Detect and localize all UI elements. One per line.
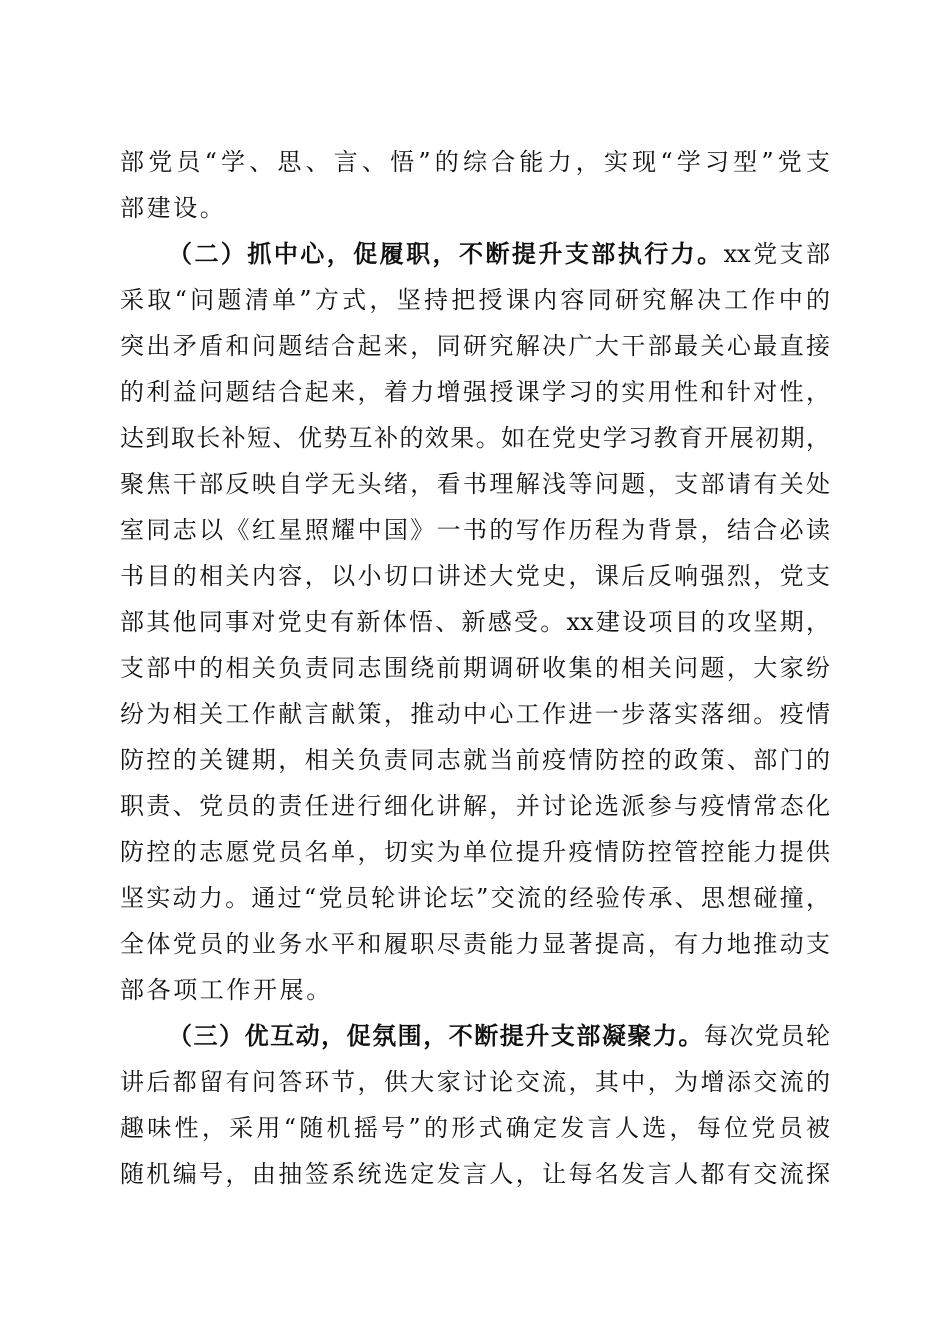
heading-rest-text: xx党支部 <box>723 240 831 268</box>
text-line: 书目的相关内容，以小切口讲述大党史，课后反响强烈，党支 <box>120 562 830 590</box>
section-2-heading-line <box>168 234 830 274</box>
text-line: 室同志以《红星照耀中国》一书的写作历程为背景，结合必读 <box>120 516 830 544</box>
text-line: 部各项工作开展。 <box>120 976 333 1004</box>
section-3-number: （三） <box>168 1021 245 1050</box>
text-line: 采取“问题清单”方式，坚持把授课内容同研究解决工作中的 <box>120 286 830 314</box>
text-line: 达到取长补短、优势互补的效果。如在党史学习教育开展初期， <box>120 424 830 452</box>
text-line: 纷为相关工作献言献策，推动中心工作进一步落实落细。疫情 <box>120 700 830 728</box>
section-2-text: 抓中心，促履职，不断提升支部执行力。 <box>247 239 724 268</box>
text-line: 聚焦干部反映自学无头绪，看书理解浅等问题，支部请有关处 <box>120 470 830 498</box>
heading-rest-text: 每次党员轮 <box>703 1022 831 1050</box>
section-3-heading-line <box>168 1016 830 1056</box>
text-line: 随机编号，由抽签系统选定发言人，让每名发言人都有交流探 <box>120 1160 830 1188</box>
text-line: 突出矛盾和问题结合起来，同研究解决广大干部最关心最直接 <box>120 332 830 360</box>
section-2-number: （二） <box>168 239 248 268</box>
text-line: 防控的志愿党员名单，切实为单位提升疫情防控管控能力提供 <box>120 838 830 866</box>
text-line: 部建设。 <box>120 194 227 222</box>
text-line: 支部中的相关负责同志围绕前期调研收集的相关问题，大家纷 <box>120 654 830 682</box>
text-line: 职责、党员的责任进行细化讲解，并讨论选派参与疫情常态化 <box>120 792 830 820</box>
text-line: 趣味性，采用“随机摇号”的形式确定发言人选，每位党员被 <box>120 1114 830 1142</box>
text-line: 部其他同事对党史有新体悟、新感受。xx建设项目的攻坚期， <box>120 608 830 636</box>
text-line: 的利益问题结合起来，着力增强授课学习的实用性和针对性， <box>120 378 830 406</box>
text-line: 部党员“学、思、言、悟”的综合能力，实现“学习型”党支 <box>120 148 830 176</box>
text-line: 讲后都留有问答环节，供大家讨论交流，其中，为增添交流的 <box>120 1068 830 1096</box>
text-line: 防控的关键期，相关负责同志就当前疫情防控的政策、部门的 <box>120 746 830 774</box>
section-3-text: 优互动，促氛围，不断提升支部凝聚力。 <box>244 1021 704 1050</box>
text-line: 坚实动力。通过“党员轮讲论坛”交流的经验传承、思想碰撞， <box>120 884 830 912</box>
text-line: 全体党员的业务水平和履职尽责能力显著提高，有力地推动支 <box>120 930 830 958</box>
